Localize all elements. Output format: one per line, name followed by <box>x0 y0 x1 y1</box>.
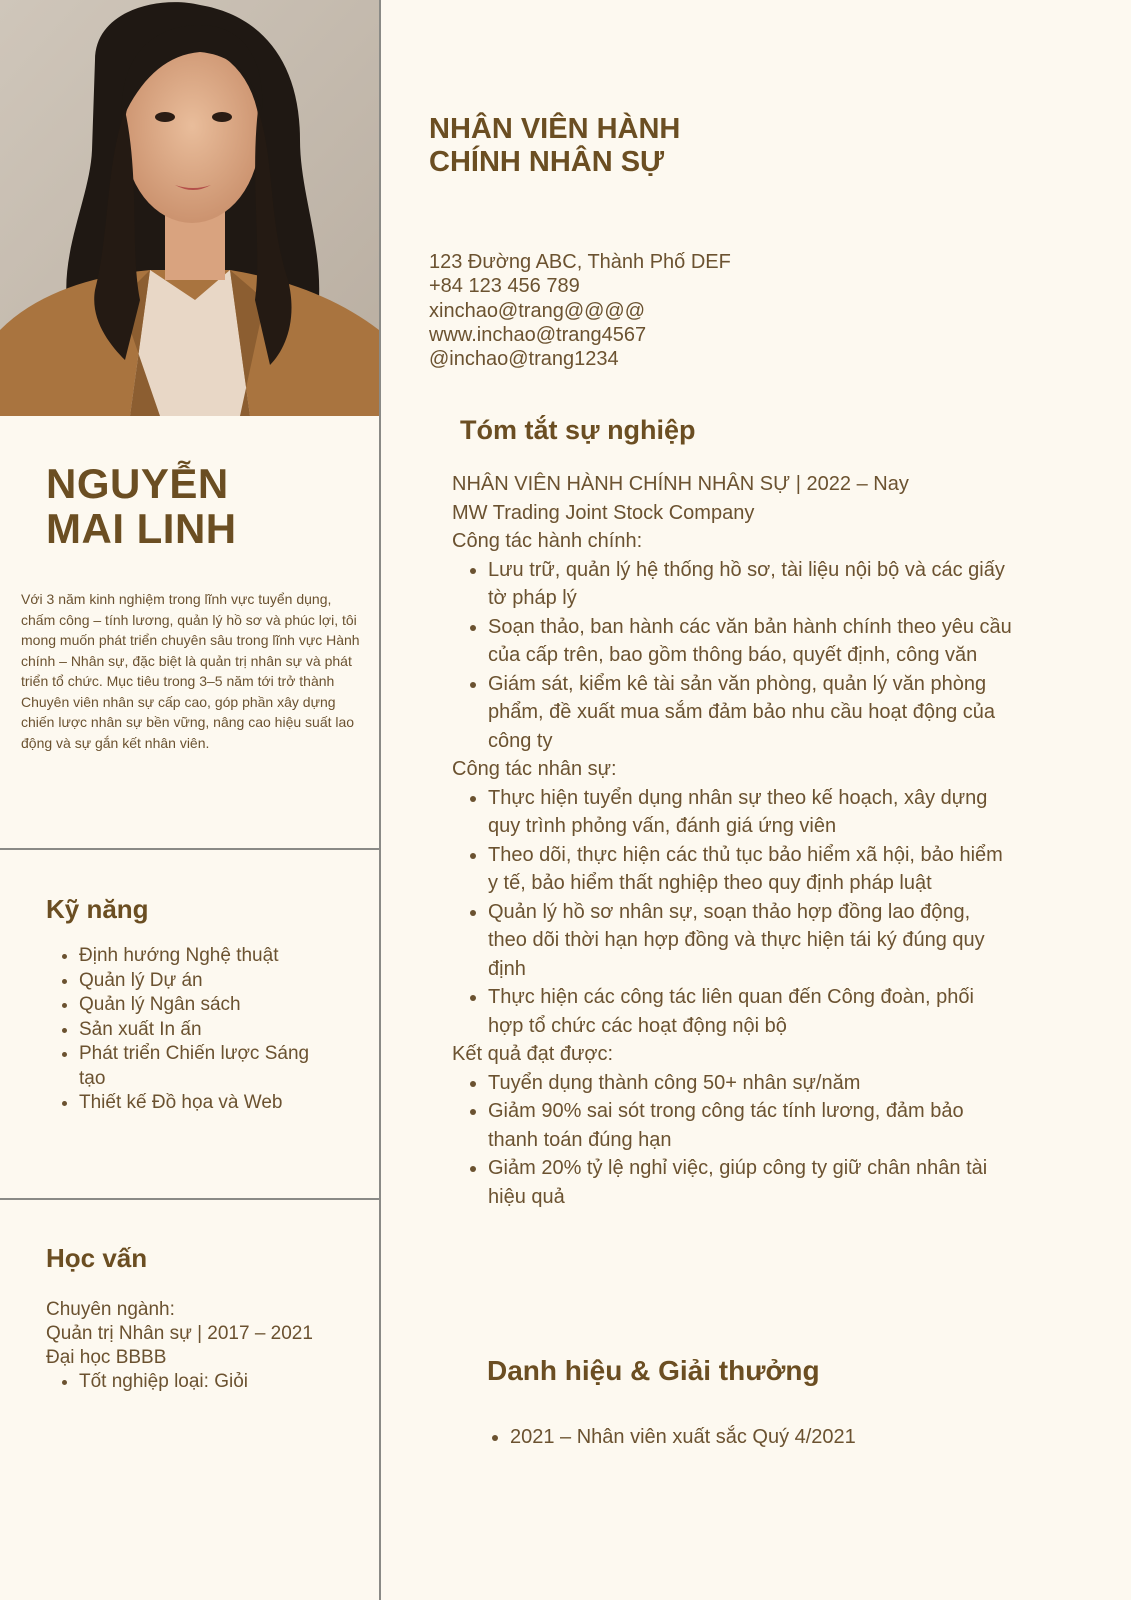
career-admin-heading: Công tác hành chính: <box>452 530 643 552</box>
job-title <box>429 113 680 179</box>
education-details <box>46 1298 313 1371</box>
education-major-label: Chuyên ngành: <box>46 1299 175 1320</box>
column-divider <box>379 0 381 1600</box>
contact-email: xinchao@trang@@@@ <box>429 299 646 322</box>
career-title: Tóm tắt sự nghiệp <box>460 415 696 445</box>
skill-item: • Quản lý Dự án <box>79 969 319 994</box>
career-hr-item: • Thực hiện tuyển dụng nhân sự theo kế hoạch, xây dựng quy trình phỏng vấn, đánh giá ứng viên <box>488 784 1012 841</box>
job-title-line-2: CHÍNH NHÂN SỰ <box>429 146 665 178</box>
bio-summary: Với 3 năm kinh nghiệm trong lĩnh vực tuyển dụng, chấm công – tính lương, quản lý hồ sơ và phúc lợi, tôi mong muốn phát triển chuyên sâu trong lĩnh vực Hành chính – Nhân sự, đặc biệt là quản trị nhân sự và phát triển tổ chức. Mục tiêu trong 3–5 năm tới trở thành Chuyên viên nhân sự cấp cao, góp phần xây dựng chiến lược nhân sự bền vững, nâng cao hiệu suất lao động và sự gắn kết nhân viên. <box>21 591 360 751</box>
career-admin-item: • Giám sát, kiểm kê tài sản văn phòng, quản lý văn phòng phẩm, đề xuất mua sắm đảm bảo nhu cầu hoạt động của công ty <box>488 670 1012 756</box>
contact-address: 123 Đường ABC, Thành Phố DEF <box>429 251 731 273</box>
profile-photo <box>0 0 379 416</box>
award-item: • 2021 – Nhân viên xuất sắc Quý 4/2021 <box>510 1423 856 1451</box>
career-admin-item: • Lưu trữ, quản lý hệ thống hồ sơ, tài liệu nội bộ và các giấy tờ pháp lý <box>488 556 1012 613</box>
career-results-heading: Kết quả đạt được: <box>452 1043 614 1065</box>
divider-skills <box>0 848 379 850</box>
career-admin-list <box>452 556 1012 756</box>
awards-list <box>487 1423 856 1451</box>
skill-item: • Định hướng Nghệ thuật <box>79 944 319 969</box>
education-item: • Tốt nghiệp loại: Giỏi <box>79 1370 248 1394</box>
career-company: MW Trading Joint Stock Company <box>452 501 755 524</box>
career-summary <box>452 470 1012 1211</box>
name-line-1: NGUYỄN <box>46 460 229 507</box>
candidate-name <box>46 461 237 551</box>
career-result-item: • Giảm 20% tỷ lệ nghỉ việc, giúp công ty giữ chân nhân tài hiệu quả <box>488 1154 1012 1211</box>
skill-item: • Phát triển Chiến lược Sáng tạo <box>79 1042 319 1091</box>
contact-phone: +84 123 456 789 <box>429 275 580 298</box>
career-hr-item: • Quản lý hồ sơ nhân sự, soạn thảo hợp đồng lao động, theo dõi thời hạn hợp đồng và thực hiện tái ký đúng quy định <box>488 898 1012 984</box>
job-title-line-1: NHÂN VIÊN HÀNH <box>429 113 681 145</box>
career-hr-item: • Theo dõi, thực hiện các thủ tục bảo hiểm xã hội, bảo hiểm y tế, bảo hiểm thất nghiệp theo quy định pháp luật <box>488 841 1012 898</box>
skills-title: Kỹ năng <box>46 894 149 924</box>
skill-item: • Quản lý Ngân sách <box>79 993 319 1018</box>
skill-item: • Thiết kế Đồ họa và Web <box>79 1091 319 1116</box>
career-hr-heading: Công tác nhân sự: <box>452 758 617 780</box>
contact-website: www.inchao@trang4567 <box>429 323 647 346</box>
career-results-list <box>452 1069 1012 1212</box>
education-major: Quản trị Nhân sự | 2017 – 2021 <box>46 1323 313 1345</box>
education-title: Học vấn <box>46 1243 148 1273</box>
career-result-item: • Giảm 90% sai sót trong công tác tính lương, đảm bảo thanh toán đúng hạn <box>488 1097 1012 1154</box>
skills-list <box>46 944 319 1116</box>
name-line-2: MAI LINH <box>46 505 237 552</box>
career-admin-item: • Soạn thảo, ban hành các văn bản hành chính theo yêu cầu của cấp trên, bao gồm thông báo, quyết định, công văn <box>488 613 1012 670</box>
skill-item: • Sản xuất In ấn <box>79 1018 319 1043</box>
career-position: NHÂN VIÊN HÀNH CHÍNH NHÂN SỰ | 2022 – Nay <box>452 473 909 495</box>
education-list <box>46 1370 248 1394</box>
career-hr-list <box>452 784 1012 1041</box>
awards-title: Danh hiệu & Giải thưởng <box>487 1355 820 1386</box>
contact-info <box>429 250 731 371</box>
contact-social: @inchao@trang1234 <box>429 348 619 371</box>
career-result-item: • Tuyển dụng thành công 50+ nhân sự/năm <box>488 1069 1012 1098</box>
career-hr-item: • Thực hiện các công tác liên quan đến Công đoàn, phối hợp tổ chức các hoạt động nội bộ <box>488 983 1012 1040</box>
education-school: Đại học BBBB <box>46 1347 167 1369</box>
divider-education <box>0 1198 380 1200</box>
